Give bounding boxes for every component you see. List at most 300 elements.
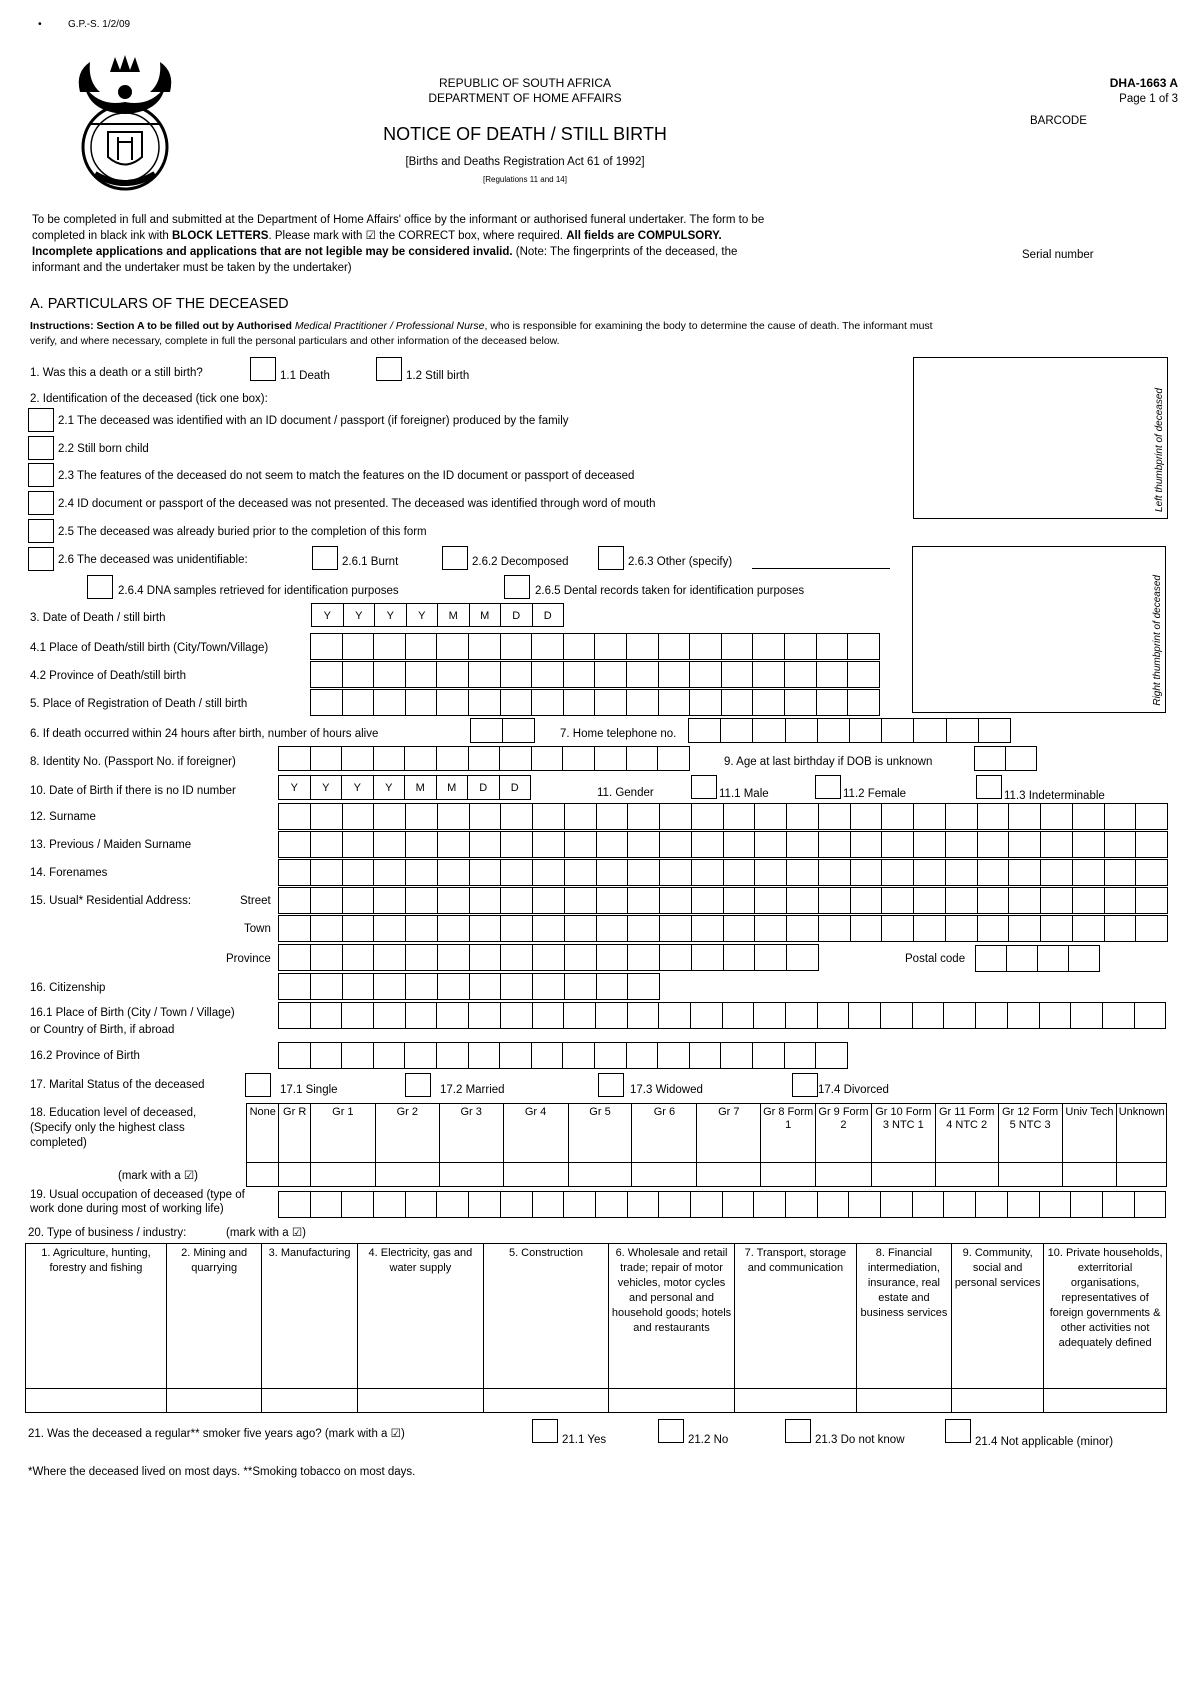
character-cell[interactable]	[785, 634, 817, 659]
character-cell[interactable]	[501, 916, 533, 941]
character-cell[interactable]	[692, 832, 724, 857]
character-cell[interactable]	[817, 662, 849, 687]
industry-checkbox-cell[interactable]	[166, 1389, 261, 1413]
occupation-field[interactable]	[278, 1191, 1166, 1218]
character-cell[interactable]	[1105, 888, 1137, 913]
home-telephone-field[interactable]	[688, 718, 1011, 743]
marital-single-checkbox[interactable]	[245, 1073, 271, 1097]
character-cell[interactable]	[311, 832, 343, 857]
character-cell[interactable]	[1136, 804, 1168, 829]
smoker-yes-checkbox[interactable]	[532, 1419, 558, 1443]
character-cell[interactable]	[564, 1192, 596, 1217]
character-cell[interactable]	[597, 916, 629, 941]
left-thumbprint-box[interactable]	[913, 357, 1168, 519]
character-cell[interactable]	[787, 945, 819, 970]
character-cell[interactable]	[437, 747, 469, 770]
character-cell[interactable]	[689, 719, 721, 742]
date-cell[interactable]: Y	[311, 776, 343, 799]
character-cell[interactable]	[627, 1043, 659, 1068]
character-cell[interactable]	[279, 1192, 311, 1217]
character-cell[interactable]	[660, 945, 692, 970]
character-cell[interactable]	[470, 832, 502, 857]
character-cell[interactable]	[470, 945, 502, 970]
character-cell[interactable]	[595, 690, 627, 715]
character-cell[interactable]	[692, 860, 724, 885]
character-cell[interactable]	[850, 719, 882, 742]
gender-indeterminable-checkbox[interactable]	[976, 775, 1002, 799]
character-cell[interactable]	[374, 832, 406, 857]
character-cell[interactable]	[533, 974, 565, 999]
province-field[interactable]	[278, 944, 819, 971]
character-cell[interactable]	[659, 1003, 691, 1028]
character-cell[interactable]	[818, 719, 850, 742]
gender-male-checkbox[interactable]	[691, 775, 717, 799]
character-cell[interactable]	[755, 888, 787, 913]
character-cell[interactable]	[914, 832, 946, 857]
date-cell[interactable]: Y	[342, 776, 374, 799]
character-cell[interactable]	[437, 690, 469, 715]
forenames-field[interactable]	[278, 859, 1168, 886]
character-cell[interactable]	[374, 1192, 406, 1217]
character-cell[interactable]	[658, 1043, 690, 1068]
character-cell[interactable]	[406, 832, 438, 857]
character-cell[interactable]	[1103, 1192, 1135, 1217]
place-of-registration-field[interactable]	[310, 689, 880, 716]
character-cell[interactable]	[564, 662, 596, 687]
character-cell[interactable]	[564, 634, 596, 659]
character-cell[interactable]	[565, 945, 597, 970]
character-cell[interactable]	[819, 804, 851, 829]
character-cell[interactable]	[1008, 1003, 1040, 1028]
industry-checkbox-cell[interactable]	[735, 1389, 857, 1413]
character-cell[interactable]	[597, 832, 629, 857]
town-field[interactable]	[278, 915, 1168, 942]
character-cell[interactable]	[406, 662, 438, 687]
character-cell[interactable]	[311, 916, 343, 941]
character-cell[interactable]	[724, 860, 756, 885]
character-cell[interactable]	[311, 888, 343, 913]
industry-checkbox-cell[interactable]	[26, 1389, 167, 1413]
character-cell[interactable]	[976, 1192, 1008, 1217]
character-cell[interactable]	[437, 1043, 469, 1068]
character-cell[interactable]	[343, 832, 375, 857]
character-cell[interactable]	[374, 888, 406, 913]
character-cell[interactable]	[501, 832, 533, 857]
character-cell[interactable]	[500, 1043, 532, 1068]
character-cell[interactable]	[913, 1003, 945, 1028]
education-checkbox-cell[interactable]	[761, 1163, 816, 1187]
character-cell[interactable]	[532, 634, 564, 659]
place-of-death-field[interactable]	[310, 633, 880, 660]
character-cell[interactable]	[1105, 860, 1137, 885]
gender-female-checkbox[interactable]	[815, 775, 841, 799]
character-cell[interactable]	[470, 916, 502, 941]
character-cell[interactable]	[1009, 860, 1041, 885]
character-cell[interactable]	[343, 634, 375, 659]
q2-4-checkbox[interactable]	[28, 491, 54, 515]
smoker-no-checkbox[interactable]	[658, 1419, 684, 1443]
q2-3-checkbox[interactable]	[28, 463, 54, 487]
character-cell[interactable]	[533, 945, 565, 970]
character-cell[interactable]	[374, 945, 406, 970]
character-cell[interactable]	[946, 804, 978, 829]
character-cell[interactable]	[1136, 916, 1168, 941]
character-cell[interactable]	[1009, 804, 1041, 829]
character-cell[interactable]	[437, 1003, 469, 1028]
character-cell[interactable]	[405, 1043, 437, 1068]
character-cell[interactable]	[848, 690, 880, 715]
character-cell[interactable]	[628, 860, 660, 885]
character-cell[interactable]	[659, 634, 691, 659]
character-cell[interactable]	[279, 832, 311, 857]
character-cell[interactable]	[311, 974, 343, 999]
character-cell[interactable]	[563, 747, 595, 770]
date-cell[interactable]: Y	[344, 604, 376, 626]
character-cell[interactable]	[628, 832, 660, 857]
character-cell[interactable]	[343, 888, 375, 913]
character-cell[interactable]	[1135, 1192, 1167, 1217]
date-cell[interactable]: Y	[279, 776, 311, 799]
q2-6-1-checkbox[interactable]	[312, 546, 338, 570]
character-cell[interactable]	[374, 662, 406, 687]
character-cell[interactable]	[724, 832, 756, 857]
character-cell[interactable]	[469, 747, 501, 770]
character-cell[interactable]	[882, 719, 914, 742]
character-cell[interactable]	[438, 860, 470, 885]
character-cell[interactable]	[343, 690, 375, 715]
character-cell[interactable]	[565, 860, 597, 885]
character-cell[interactable]	[754, 1192, 786, 1217]
character-cell[interactable]	[1041, 804, 1073, 829]
character-cell[interactable]	[785, 662, 817, 687]
character-cell[interactable]	[1073, 916, 1105, 941]
character-cell[interactable]	[819, 888, 851, 913]
character-cell[interactable]	[627, 662, 659, 687]
character-cell[interactable]	[1073, 832, 1105, 857]
character-cell[interactable]	[947, 719, 979, 742]
character-cell[interactable]	[437, 634, 469, 659]
character-cell[interactable]	[819, 832, 851, 857]
q2-2-checkbox[interactable]	[28, 436, 54, 460]
character-cell[interactable]	[975, 747, 1006, 770]
industry-checkbox-cell[interactable]	[357, 1389, 483, 1413]
character-cell[interactable]	[660, 832, 692, 857]
character-cell[interactable]	[469, 634, 501, 659]
character-cell[interactable]	[469, 662, 501, 687]
character-cell[interactable]	[470, 804, 502, 829]
character-cell[interactable]	[533, 832, 565, 857]
character-cell[interactable]	[374, 916, 406, 941]
character-cell[interactable]	[755, 945, 787, 970]
date-cell[interactable]: D	[533, 604, 565, 626]
character-cell[interactable]	[279, 974, 311, 999]
place-of-birth-field[interactable]	[278, 1002, 1166, 1029]
character-cell[interactable]	[786, 719, 818, 742]
character-cell[interactable]	[724, 945, 756, 970]
character-cell[interactable]	[1041, 832, 1073, 857]
character-cell[interactable]	[597, 860, 629, 885]
character-cell[interactable]	[501, 1192, 533, 1217]
character-cell[interactable]	[405, 747, 437, 770]
province-of-birth-field[interactable]	[278, 1042, 848, 1069]
character-cell[interactable]	[1136, 832, 1168, 857]
q2-6-3-checkbox[interactable]	[598, 546, 624, 570]
character-cell[interactable]	[787, 804, 819, 829]
character-cell[interactable]	[311, 804, 343, 829]
character-cell[interactable]	[627, 634, 659, 659]
character-cell[interactable]	[692, 804, 724, 829]
character-cell[interactable]	[882, 888, 914, 913]
character-cell[interactable]	[979, 719, 1011, 742]
character-cell[interactable]	[755, 832, 787, 857]
character-cell[interactable]	[595, 634, 627, 659]
date-cell[interactable]: M	[470, 604, 502, 626]
character-cell[interactable]	[1073, 860, 1105, 885]
character-cell[interactable]	[819, 860, 851, 885]
character-cell[interactable]	[785, 690, 817, 715]
character-cell[interactable]	[785, 1043, 817, 1068]
character-cell[interactable]	[1008, 1192, 1040, 1217]
character-cell[interactable]	[946, 832, 978, 857]
character-cell[interactable]	[1105, 832, 1137, 857]
character-cell[interactable]	[976, 946, 1007, 971]
character-cell[interactable]	[311, 945, 343, 970]
q1-death-checkbox[interactable]	[250, 357, 276, 381]
character-cell[interactable]	[690, 690, 722, 715]
character-cell[interactable]	[786, 1192, 818, 1217]
character-cell[interactable]	[721, 719, 753, 742]
character-cell[interactable]	[816, 1043, 848, 1068]
date-cell[interactable]: M	[438, 604, 470, 626]
character-cell[interactable]	[564, 690, 596, 715]
q2-6-checkbox[interactable]	[28, 547, 54, 571]
character-cell[interactable]	[1073, 888, 1105, 913]
character-cell[interactable]	[501, 690, 533, 715]
character-cell[interactable]	[374, 860, 406, 885]
character-cell[interactable]	[532, 747, 564, 770]
character-cell[interactable]	[595, 747, 627, 770]
character-cell[interactable]	[565, 916, 597, 941]
education-checkbox-cell[interactable]	[310, 1163, 375, 1187]
q1-stillbirth-checkbox[interactable]	[376, 357, 402, 381]
character-cell[interactable]	[659, 662, 691, 687]
character-cell[interactable]	[279, 860, 311, 885]
character-cell[interactable]	[628, 804, 660, 829]
citizenship-field[interactable]	[278, 973, 660, 1000]
character-cell[interactable]	[533, 1192, 565, 1217]
character-cell[interactable]	[946, 916, 978, 941]
character-cell[interactable]	[849, 1192, 881, 1217]
character-cell[interactable]	[1009, 832, 1041, 857]
q2-6-2-checkbox[interactable]	[442, 546, 468, 570]
character-cell[interactable]	[978, 888, 1010, 913]
date-cell[interactable]: M	[437, 776, 469, 799]
character-cell[interactable]	[660, 860, 692, 885]
character-cell[interactable]	[690, 662, 722, 687]
character-cell[interactable]	[311, 662, 343, 687]
character-cell[interactable]	[976, 1003, 1008, 1028]
character-cell[interactable]	[914, 888, 946, 913]
character-cell[interactable]	[848, 634, 880, 659]
date-of-birth-field[interactable]	[278, 775, 531, 800]
marital-married-checkbox[interactable]	[405, 1073, 431, 1097]
character-cell[interactable]	[533, 860, 565, 885]
character-cell[interactable]	[978, 832, 1010, 857]
character-cell[interactable]	[1135, 1003, 1167, 1028]
character-cell[interactable]	[978, 860, 1010, 885]
education-checkbox-cell[interactable]	[279, 1163, 310, 1187]
character-cell[interactable]	[470, 974, 502, 999]
education-checkbox-cell[interactable]	[568, 1163, 632, 1187]
character-cell[interactable]	[374, 1003, 406, 1028]
character-cell[interactable]	[722, 690, 754, 715]
character-cell[interactable]	[470, 860, 502, 885]
province-of-death-field[interactable]	[310, 661, 880, 688]
date-of-death-field[interactable]	[311, 603, 564, 627]
postal-code-field[interactable]	[975, 945, 1100, 972]
character-cell[interactable]	[1041, 888, 1073, 913]
character-cell[interactable]	[978, 916, 1010, 941]
character-cell[interactable]	[343, 804, 375, 829]
character-cell[interactable]	[753, 634, 785, 659]
character-cell[interactable]	[279, 888, 311, 913]
character-cell[interactable]	[501, 974, 533, 999]
character-cell[interactable]	[1007, 946, 1038, 971]
character-cell[interactable]	[438, 916, 470, 941]
character-cell[interactable]	[851, 860, 883, 885]
date-cell[interactable]: Y	[312, 604, 344, 626]
street-field[interactable]	[278, 887, 1168, 914]
industry-checkbox-cell[interactable]	[608, 1389, 734, 1413]
character-cell[interactable]	[343, 974, 375, 999]
character-cell[interactable]	[1040, 1003, 1072, 1028]
character-cell[interactable]	[1105, 916, 1137, 941]
character-cell[interactable]	[658, 747, 690, 770]
smoker-unknown-checkbox[interactable]	[785, 1419, 811, 1443]
character-cell[interactable]	[437, 662, 469, 687]
q2-6-3-specify-line[interactable]	[752, 568, 890, 569]
character-cell[interactable]	[406, 860, 438, 885]
character-cell[interactable]	[787, 860, 819, 885]
character-cell[interactable]	[660, 916, 692, 941]
character-cell[interactable]	[914, 719, 946, 742]
marital-divorced-checkbox[interactable]	[792, 1073, 818, 1097]
character-cell[interactable]	[311, 690, 343, 715]
character-cell[interactable]	[690, 1043, 722, 1068]
character-cell[interactable]	[755, 804, 787, 829]
character-cell[interactable]	[279, 804, 311, 829]
character-cell[interactable]	[438, 804, 470, 829]
character-cell[interactable]	[501, 662, 533, 687]
hours-alive-field[interactable]	[470, 718, 535, 743]
character-cell[interactable]	[913, 1192, 945, 1217]
industry-checkbox-cell[interactable]	[856, 1389, 951, 1413]
character-cell[interactable]	[533, 888, 565, 913]
character-cell[interactable]	[1103, 1003, 1135, 1028]
character-cell[interactable]	[659, 1192, 691, 1217]
character-cell[interactable]	[532, 662, 564, 687]
character-cell[interactable]	[1071, 1003, 1103, 1028]
character-cell[interactable]	[660, 888, 692, 913]
character-cell[interactable]	[691, 1192, 723, 1217]
character-cell[interactable]	[597, 888, 629, 913]
character-cell[interactable]	[533, 804, 565, 829]
character-cell[interactable]	[374, 634, 406, 659]
character-cell[interactable]	[1009, 888, 1041, 913]
character-cell[interactable]	[342, 1003, 374, 1028]
q2-1-checkbox[interactable]	[28, 408, 54, 432]
character-cell[interactable]	[914, 916, 946, 941]
character-cell[interactable]	[438, 945, 470, 970]
character-cell[interactable]	[469, 690, 501, 715]
right-thumbprint-box[interactable]	[912, 546, 1166, 713]
character-cell[interactable]	[849, 1003, 881, 1028]
date-cell[interactable]: D	[501, 604, 533, 626]
character-cell[interactable]	[342, 1043, 374, 1068]
character-cell[interactable]	[1136, 860, 1168, 885]
marital-widowed-checkbox[interactable]	[598, 1073, 624, 1097]
character-cell[interactable]	[851, 804, 883, 829]
education-checkbox-cell[interactable]	[871, 1163, 935, 1187]
education-checkbox-cell[interactable]	[632, 1163, 697, 1187]
character-cell[interactable]	[565, 804, 597, 829]
character-cell[interactable]	[596, 1192, 628, 1217]
character-cell[interactable]	[595, 1043, 627, 1068]
character-cell[interactable]	[342, 747, 374, 770]
character-cell[interactable]	[279, 747, 311, 770]
character-cell[interactable]	[597, 945, 629, 970]
character-cell[interactable]	[753, 1043, 785, 1068]
character-cell[interactable]	[595, 662, 627, 687]
character-cell[interactable]	[501, 888, 533, 913]
industry-checkbox-cell[interactable]	[952, 1389, 1044, 1413]
education-checkbox-cell[interactable]	[1062, 1163, 1117, 1187]
character-cell[interactable]	[851, 916, 883, 941]
character-cell[interactable]	[944, 1003, 976, 1028]
character-cell[interactable]	[692, 916, 724, 941]
character-cell[interactable]	[564, 1003, 596, 1028]
character-cell[interactable]	[914, 804, 946, 829]
character-cell[interactable]	[851, 832, 883, 857]
character-cell[interactable]	[469, 1192, 501, 1217]
smoker-na-checkbox[interactable]	[945, 1419, 971, 1443]
age-field[interactable]	[974, 746, 1037, 771]
character-cell[interactable]	[946, 860, 978, 885]
character-cell[interactable]	[279, 1043, 311, 1068]
character-cell[interactable]	[755, 916, 787, 941]
character-cell[interactable]	[501, 860, 533, 885]
character-cell[interactable]	[817, 634, 849, 659]
character-cell[interactable]	[946, 888, 978, 913]
character-cell[interactable]	[501, 945, 533, 970]
character-cell[interactable]	[597, 974, 629, 999]
character-cell[interactable]	[753, 690, 785, 715]
character-cell[interactable]	[501, 1003, 533, 1028]
education-checkbox-cell[interactable]	[998, 1163, 1062, 1187]
character-cell[interactable]	[374, 974, 406, 999]
character-cell[interactable]	[754, 1003, 786, 1028]
character-cell[interactable]	[1105, 804, 1137, 829]
character-cell[interactable]	[438, 888, 470, 913]
character-cell[interactable]	[1071, 1192, 1103, 1217]
character-cell[interactable]	[659, 690, 691, 715]
character-cell[interactable]	[406, 690, 438, 715]
character-cell[interactable]	[438, 832, 470, 857]
character-cell[interactable]	[501, 634, 533, 659]
character-cell[interactable]	[722, 634, 754, 659]
education-checkbox-cell[interactable]	[816, 1163, 872, 1187]
character-cell[interactable]	[817, 690, 849, 715]
